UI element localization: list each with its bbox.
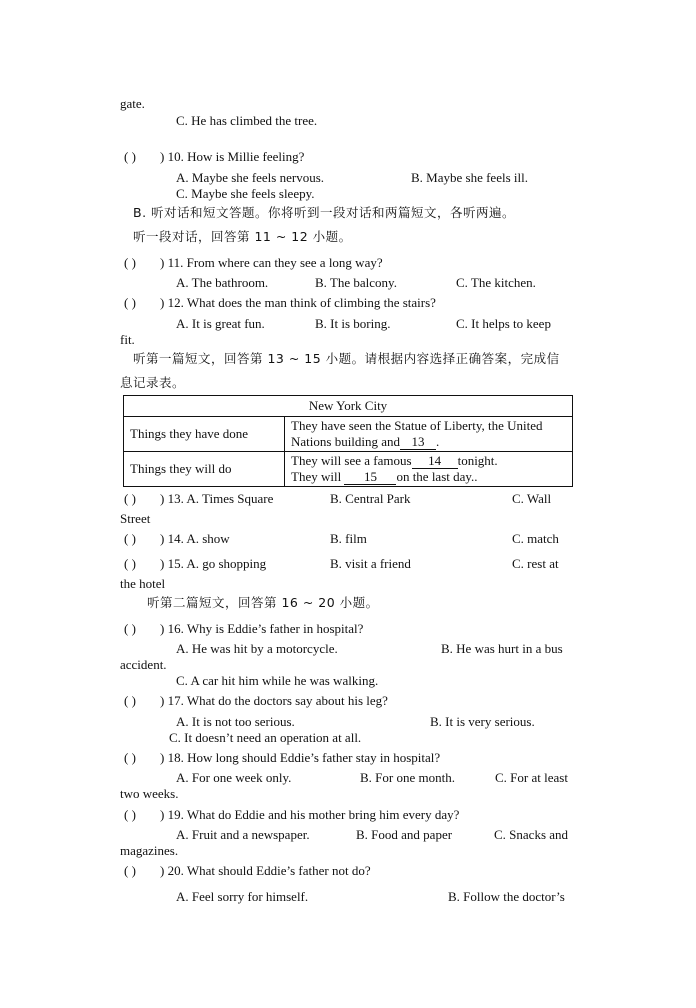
answer-paren: ( ) (124, 556, 136, 571)
row-text: tonight. (457, 453, 498, 468)
blank-14: 14 (412, 454, 458, 469)
q9-option-c: C. He has climbed the tree. (176, 113, 318, 128)
q14-option-b: B. film (330, 531, 367, 546)
q16-option-b: B. He was hurt in a bus (441, 641, 563, 656)
row-label: Things they have done (124, 417, 285, 452)
q10-option-a: A. Maybe she feels nervous. (176, 170, 325, 185)
row-text: . (436, 434, 440, 449)
row-line: They have seen the Statue of Liberty, the United (291, 418, 543, 433)
q12-option-c: C. It helps to keep (456, 316, 551, 331)
row-line (291, 469, 566, 485)
q12-option-a: A. It is great fun. (176, 316, 265, 331)
q16-option-c: C. A car hit him while he was walking. (176, 673, 379, 688)
answer-paren: ( ) (124, 295, 136, 310)
row-text: They will see a famous (291, 453, 412, 468)
q19-option-b: B. Food and paper (356, 827, 453, 842)
row-line (291, 453, 566, 469)
q19-stem: ) 19. What do Eddie and his mother bring him every day? (160, 807, 460, 822)
row-label: Things they will do (124, 452, 285, 487)
section-b-heading: B. 听对话和短文答题。你将听到一段对话和两篇短文，各听两遍。 (133, 205, 516, 220)
q15-option-c-cont: the hotel (120, 576, 166, 591)
passage2-intro: 听第二篇短文，回答第 16 ~ 20 小题。 (147, 595, 379, 610)
q12-stem: ) 12. What does the man think of climbing the stairs? (160, 295, 436, 310)
q18-option-a: A. For one week only. (176, 770, 292, 785)
q16-option-a: A. He was hit by a motorcycle. (176, 641, 338, 656)
answer-paren: ( ) (124, 149, 136, 164)
q15-option-c: C. rest at (512, 556, 559, 571)
answer-paren: ( ) (124, 531, 136, 546)
row-text: Nations building and (291, 434, 401, 449)
q10-option-c: C. Maybe she feels sleepy. (176, 186, 315, 201)
q11-option-a: A. The bathroom. (176, 275, 269, 290)
q12-option-c-cont: fit. (120, 332, 135, 347)
q13-option-c: C. Wall (512, 491, 552, 506)
q18-stem: ) 18. How long should Eddie’s father stay in hospital? (160, 750, 441, 765)
q19-option-a: A. Fruit and a newspaper. (176, 827, 310, 842)
answer-paren: ( ) (124, 863, 136, 878)
q18-option-b: B. For one month. (360, 770, 455, 785)
q16-option-b-cont: accident. (120, 657, 167, 672)
q17-stem: ) 17. What do the doctors say about his leg? (160, 693, 388, 708)
blank-15: 15 (344, 470, 396, 485)
q14-option-c: C. match (512, 531, 559, 546)
fragment-gate: gate. (120, 96, 145, 111)
dialogue-intro: 听一段对话，回答第 11 ~ 12 小题。 (133, 229, 352, 244)
q13-option-c-cont: Street (120, 511, 151, 526)
blank-13: 13 (400, 435, 436, 450)
q20-stem: ) 20. What should Eddie’s father not do? (160, 863, 371, 878)
row-text: on the last day.. (396, 469, 478, 484)
q15-stem: ) 15. A. go shopping (160, 556, 267, 571)
answer-paren: ( ) (124, 807, 136, 822)
q12-option-b: B. It is boring. (315, 316, 391, 331)
answer-paren: ( ) (124, 693, 136, 708)
q13-option-b: B. Central Park (330, 491, 411, 506)
q18-option-c-cont: two weeks. (120, 786, 179, 801)
answer-paren: ( ) (124, 491, 136, 506)
answer-paren: ( ) (124, 750, 136, 765)
q17-option-c: C. It doesn’t need an operation at all. (169, 730, 362, 745)
row-content (285, 417, 573, 452)
q19-option-c-cont: magazines. (120, 843, 179, 858)
q16-stem: ) 16. Why is Eddie’s father in hospital? (160, 621, 364, 636)
q17-option-a: A. It is not too serious. (176, 714, 295, 729)
q13-stem: ) 13. A. Times Square (160, 491, 274, 506)
row-content (285, 452, 573, 487)
row-text: They will (291, 469, 345, 484)
q11-option-b: B. The balcony. (315, 275, 397, 290)
passage1-intro-cont: 息记录表。 (120, 375, 186, 390)
q19-option-c: C. Snacks and (494, 827, 569, 842)
q10-stem: ) 10. How is Millie feeling? (160, 149, 305, 164)
passage1-intro: 听第一篇短文，回答第 13 ~ 15 小题。请根据内容选择正确答案，完成信 (133, 351, 560, 366)
row-line (291, 434, 566, 450)
table-row (124, 452, 573, 487)
q20-option-b: B. Follow the doctor’s (448, 889, 565, 904)
q15-option-b: B. visit a friend (330, 556, 411, 571)
q11-stem: ) 11. From where can they see a long way? (160, 255, 383, 270)
table-title: New York City (124, 396, 573, 417)
q17-option-b: B. It is very serious. (430, 714, 535, 729)
answer-paren: ( ) (124, 255, 136, 270)
q18-option-c: C. For at least (495, 770, 568, 785)
q11-option-c: C. The kitchen. (456, 275, 536, 290)
info-record-table (123, 395, 573, 487)
q10-option-b: B. Maybe she feels ill. (411, 170, 528, 185)
q20-option-a: A. Feel sorry for himself. (176, 889, 309, 904)
q14-stem: ) 14. A. show (160, 531, 230, 546)
answer-paren: ( ) (124, 621, 136, 636)
table-row (124, 417, 573, 452)
